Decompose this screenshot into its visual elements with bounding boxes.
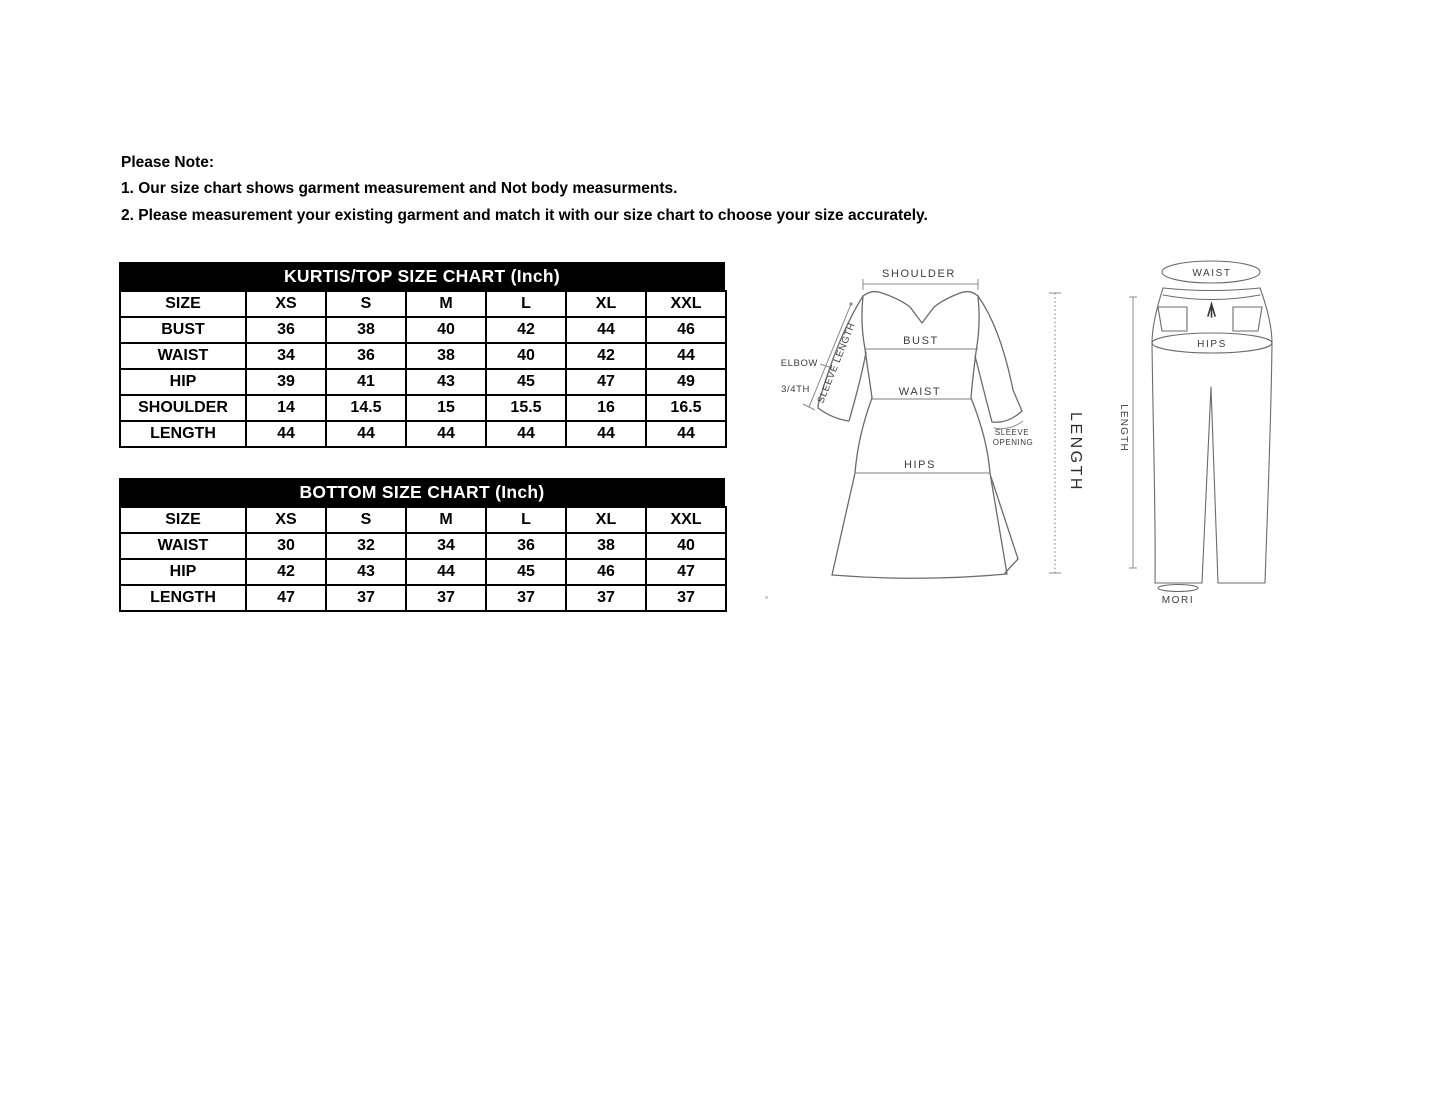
table-title: BOTTOM SIZE CHART (Inch) <box>119 478 725 506</box>
cell-value: 40 <box>646 533 726 559</box>
note-line-1: 1. Our size chart shows garment measurement and Not body measurments. <box>121 180 678 198</box>
pants-length-dimension-line <box>1129 297 1137 568</box>
pants-right-pocket <box>1233 307 1262 331</box>
row-label: BUST <box>120 317 246 343</box>
table-row <box>120 421 726 447</box>
bottom-size-chart <box>119 478 725 612</box>
cell-value: 44 <box>566 317 646 343</box>
cell-value: 36 <box>246 317 326 343</box>
pants-left-pocket <box>1158 307 1187 331</box>
column-header: XS <box>246 291 326 317</box>
cell-value: 15.5 <box>486 395 566 421</box>
cell-value: 47 <box>566 369 646 395</box>
note-block <box>121 150 928 229</box>
cell-value: 43 <box>406 369 486 395</box>
cell-value: 43 <box>326 559 406 585</box>
cell-value: 47 <box>646 559 726 585</box>
pants-length-label: LENGTH <box>1118 404 1129 452</box>
cell-value: 34 <box>406 533 486 559</box>
kurti-hips-label: HIPS <box>903 459 937 471</box>
cell-value: 45 <box>486 559 566 585</box>
cell-value: 44 <box>566 421 646 447</box>
kurti-bust-label: BUST <box>903 335 939 347</box>
pants-drawstring <box>1208 304 1215 317</box>
kurtis-top-size-chart <box>119 262 725 448</box>
stray-mark <box>765 596 768 599</box>
column-header: S <box>326 507 406 533</box>
pants-mori-ellipse <box>1158 585 1198 592</box>
cell-value: 46 <box>646 317 726 343</box>
size-table-grid <box>119 506 727 612</box>
cell-value: 37 <box>326 585 406 611</box>
cell-value: 44 <box>486 421 566 447</box>
column-header: M <box>406 507 486 533</box>
cell-value: 38 <box>326 317 406 343</box>
pants-hips-label: HIPS <box>1197 339 1227 350</box>
cell-value: 40 <box>406 317 486 343</box>
cell-value: 15 <box>406 395 486 421</box>
cell-value: 42 <box>486 317 566 343</box>
kurti-shoulder-label: SHOULDER <box>882 268 956 280</box>
cell-value: 44 <box>646 343 726 369</box>
cell-value: 41 <box>326 369 406 395</box>
table-row <box>120 395 726 421</box>
column-header: XXL <box>646 507 726 533</box>
cell-value: 49 <box>646 369 726 395</box>
column-header: XL <box>566 291 646 317</box>
cell-value: 44 <box>246 421 326 447</box>
note-title: Please Note: <box>121 154 215 171</box>
cell-value: 38 <box>406 343 486 369</box>
cell-value: 16 <box>566 395 646 421</box>
cell-value: 38 <box>566 533 646 559</box>
row-label: WAIST <box>120 533 246 559</box>
pants-mori-label: MORI <box>1161 595 1195 606</box>
elbow-label: ELBOW <box>780 358 818 369</box>
kurti-diagram <box>770 255 1100 615</box>
column-header: XL <box>566 507 646 533</box>
row-label: HIP <box>120 559 246 585</box>
table-row <box>120 533 726 559</box>
column-header: XXL <box>646 291 726 317</box>
column-header: L <box>486 291 566 317</box>
cell-value: 39 <box>246 369 326 395</box>
cell-value: 46 <box>566 559 646 585</box>
cell-value: 47 <box>246 585 326 611</box>
size-table-grid <box>119 290 727 448</box>
column-header: S <box>326 291 406 317</box>
cell-value: 36 <box>486 533 566 559</box>
cell-value: 14.5 <box>326 395 406 421</box>
kurti-length-label: LENGTH <box>1067 412 1084 492</box>
cell-value: 36 <box>326 343 406 369</box>
table-row <box>120 369 726 395</box>
sleeve-length-label: SLEEVE LENGTH <box>815 321 858 405</box>
pants-waistband <box>1163 288 1260 300</box>
cell-value: 45 <box>486 369 566 395</box>
cell-value: 37 <box>566 585 646 611</box>
column-header: SIZE <box>120 291 246 317</box>
table-row <box>120 343 726 369</box>
cell-value: 44 <box>646 421 726 447</box>
note-line-2: 2. Please measurement your existing garment and match it with our size chart to choose your size accurately. <box>121 206 928 224</box>
pants-inner-legs <box>1202 387 1218 583</box>
pants-diagram <box>1095 255 1305 615</box>
shoulder-dimension-line <box>863 279 978 290</box>
table-row <box>120 559 726 585</box>
cell-value: 44 <box>326 421 406 447</box>
sleeve-length-arrow-tip <box>849 302 852 305</box>
cell-value: 37 <box>406 585 486 611</box>
row-label: WAIST <box>120 343 246 369</box>
cell-value: 44 <box>406 559 486 585</box>
three-fourth-label: 3/4TH <box>781 384 810 395</box>
cell-value: 40 <box>486 343 566 369</box>
sleeve-opening-label-2: OPENING <box>992 438 1034 447</box>
pants-left-outer <box>1152 288 1163 583</box>
cell-value: 30 <box>246 533 326 559</box>
cell-value: 37 <box>646 585 726 611</box>
cell-value: 16.5 <box>646 395 726 421</box>
column-header: XS <box>246 507 326 533</box>
header-row <box>120 507 726 533</box>
table-row <box>120 585 726 611</box>
row-label: HIP <box>120 369 246 395</box>
pants-right-outer <box>1260 288 1272 583</box>
table-row <box>120 317 726 343</box>
table-title: KURTIS/TOP SIZE CHART (Inch) <box>119 262 725 290</box>
cell-value: 14 <box>246 395 326 421</box>
cell-value: 42 <box>246 559 326 585</box>
kurti-hem <box>832 574 1007 578</box>
cell-value: 34 <box>246 343 326 369</box>
header-row <box>120 291 726 317</box>
cell-value: 42 <box>566 343 646 369</box>
column-header: SIZE <box>120 507 246 533</box>
column-header: L <box>486 507 566 533</box>
row-label: SHOULDER <box>120 395 246 421</box>
column-header: M <box>406 291 486 317</box>
row-label: LENGTH <box>120 585 246 611</box>
sleeve-opening-label-1: SLEEVE <box>994 428 1030 437</box>
kurti-waist-label: WAIST <box>898 386 942 398</box>
kurti-right-sleeve <box>975 296 1022 422</box>
kurti-neckline <box>863 292 978 323</box>
row-label: LENGTH <box>120 421 246 447</box>
pants-waist-label: WAIST <box>1192 268 1232 279</box>
cell-value: 32 <box>326 533 406 559</box>
cell-value: 44 <box>406 421 486 447</box>
cell-value: 37 <box>486 585 566 611</box>
